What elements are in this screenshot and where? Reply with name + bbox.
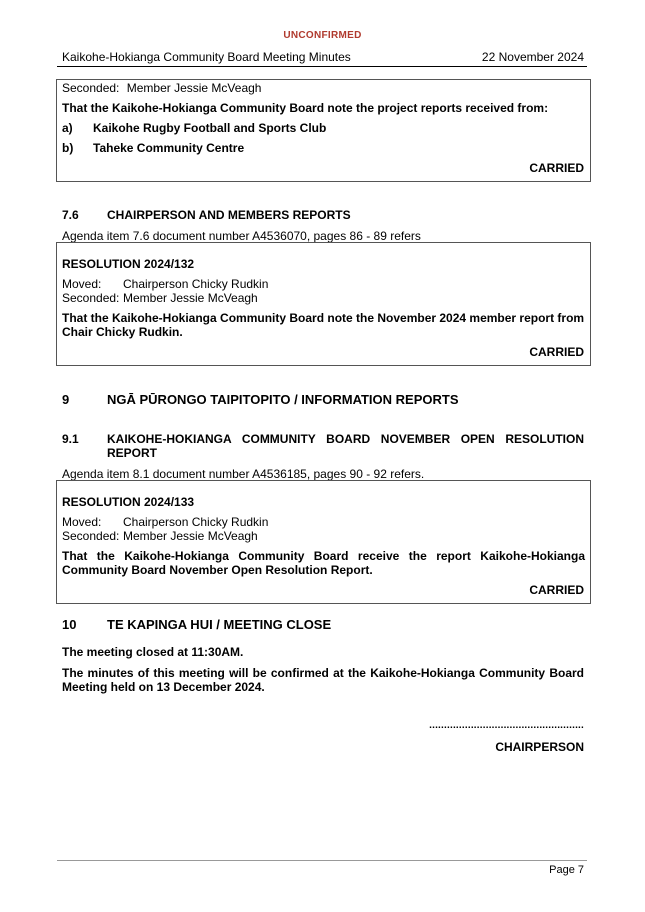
section-number: 10 [62,617,77,632]
motion-text-line: That the Kaikohe-Hokianga Community Board receive the report Kaikohe-Hokianga [62,549,585,563]
section-title: NGĀ PŪRONGO TAIPITOPITO / INFORMATION REPORTS [107,392,459,407]
moved-label: Moved: [62,515,102,529]
resolution-box-continued [56,79,591,182]
meeting-closed-text: The meeting closed at 11:30AM. [62,645,244,659]
document-title: Kaikohe-Hokianga Community Board Meeting Minutes [62,50,351,64]
section-title: TE KAPINGA HUI / MEETING CLOSE [107,617,332,632]
meeting-date: 22 November 2024 [481,50,584,64]
moved-label: Moved: [62,277,102,291]
list-marker: b) [62,141,74,155]
footer-divider [57,860,587,861]
seconded-value: Member Jessie McVeagh [126,81,262,95]
list-text: Kaikohe Rugby Football and Sports Club [93,121,327,135]
seconded-label: Seconded: [62,81,120,95]
agenda-reference: Agenda item 7.6 document number A4536070, pages 86 - 89 refers [62,229,421,243]
resolution-number: RESOLUTION 2024/132 [62,257,195,271]
chairperson-label: CHAIRPERSON [495,740,584,754]
moved-value: Chairperson Chicky Rudkin [123,515,269,529]
list-text: Taheke Community Centre [93,141,245,155]
header-divider [57,66,587,67]
section-number: 9 [62,392,70,407]
resolution-box-2024-132 [56,242,591,366]
agenda-reference: Agenda item 8.1 document number A4536185, pages 90 - 92 refers. [62,467,425,481]
carried-label: CARRIED [529,345,584,359]
confirmation-text-line: The minutes of this meeting will be confirmed at the Kaikohe-Hokianga Community Board [62,666,584,680]
seconded-row [62,291,258,305]
resolution-number: RESOLUTION 2024/133 [62,495,195,509]
seconded-row [62,529,258,543]
carried-label: CARRIED [529,161,584,175]
motion-text-line: That the Kaikohe-Hokianga Community Board note the November 2024 member report from [62,311,585,325]
list-marker: a) [62,121,73,135]
seconded-value: Member Jessie McVeagh [123,529,258,543]
moved-value: Chairperson Chicky Rudkin [123,277,269,291]
list-item [62,141,244,155]
status-label: UNCONFIRMED [283,30,362,41]
seconded-row [62,81,261,95]
moved-row [62,277,268,291]
section-title-line: KAIKOHE-HOKIANGA COMMUNITY BOARD NOVEMBER OPEN RESOLUTION [107,432,584,446]
section-title: CHAIRPERSON AND MEMBERS REPORTS [107,208,351,222]
seconded-value: Member Jessie McVeagh [123,291,258,305]
page-number: Page 7 [549,864,584,876]
section-number: 9.1 [62,432,79,446]
carried-label: CARRIED [529,583,584,597]
moved-row [62,515,268,529]
motion-text-line: Community Board November Open Resolution Report. [62,563,373,577]
seconded-label: Seconded: [62,529,120,543]
motion-text: That the Kaikohe-Hokianga Community Board note the project reports received from: [62,101,549,115]
list-item [62,121,326,135]
section-number: 7.6 [62,208,79,222]
seconded-label: Seconded: [62,291,120,305]
motion-text-line: Chair Chicky Rudkin. [62,325,183,339]
signature-line: .................................................... [429,720,584,731]
resolution-box-2024-133 [56,480,591,604]
section-title-line: REPORT [107,446,158,460]
confirmation-text-line: Meeting held on 13 December 2024. [62,680,265,694]
